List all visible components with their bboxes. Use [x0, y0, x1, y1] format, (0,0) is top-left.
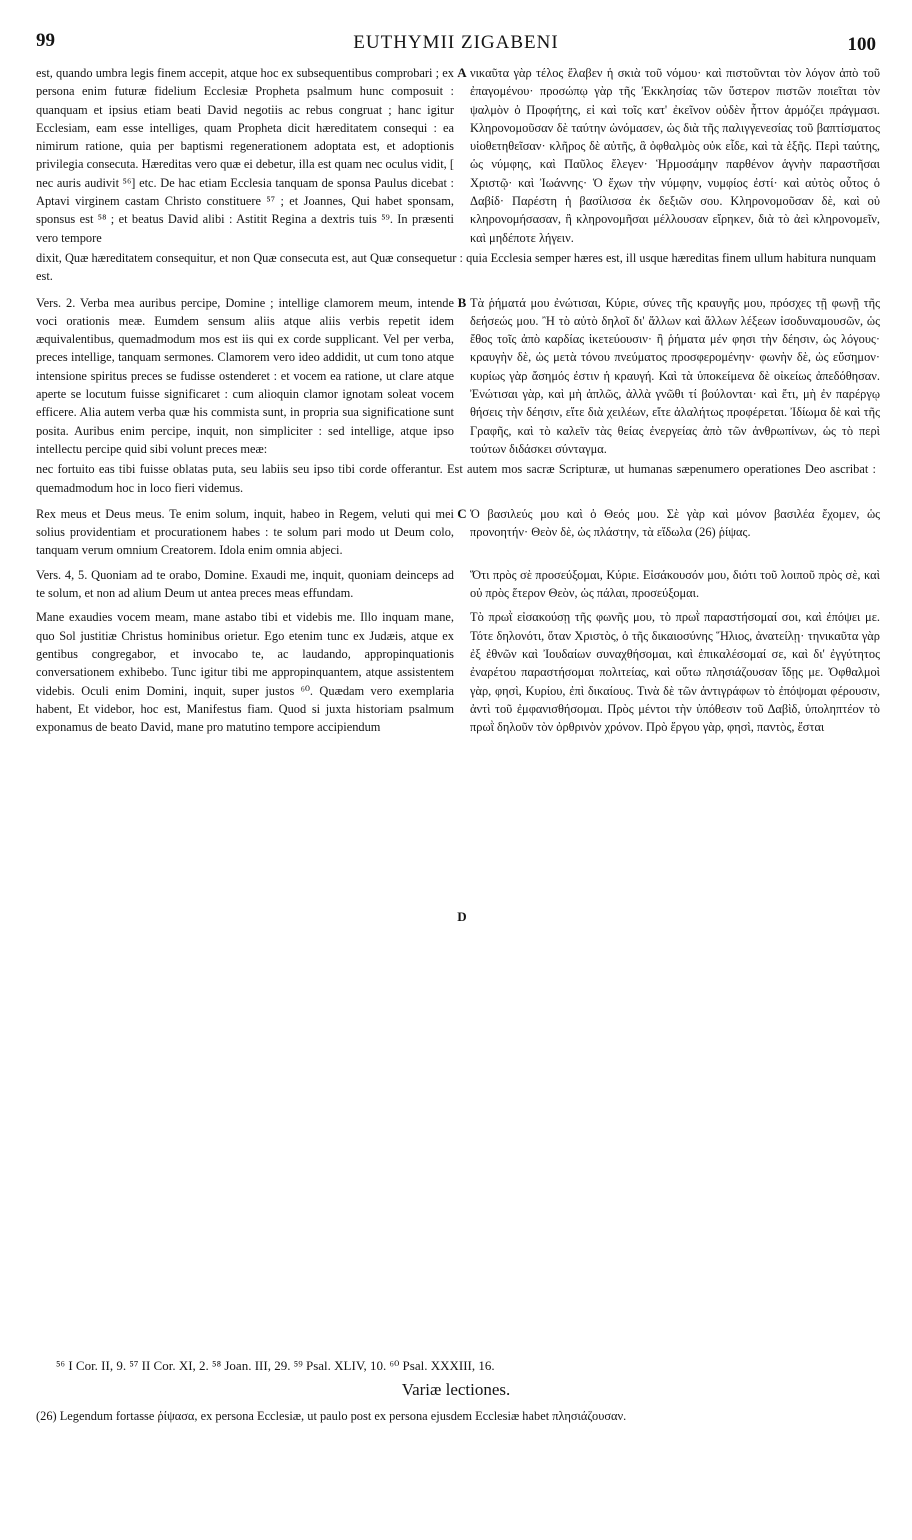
greek-column: Τὸ πρωῒ εἰσακούσῃ τῆς φωνῆς μου, τὸ πρωῒ παραστήσομαί σοι, καὶ ἐπόψει με. Τότε δηλονότι, ὅταν Χριστὸς, ὁ τῆς δικαιοσύνης Ἥλιος, ἀνατείλῃ· τηνικαῦτα γὰρ ἐξ ἐθνῶν καὶ Ἰουδαίων συναχθήσομαι, καὶ ἐπικαλέσομαί σε, καὶ δι' ἐγγύτητος ἐναρέτου παραστήσομαι πολιτείας, καὶ οὕτω πλησιάζουσαν ἴδῃς με. Ὀφθαλμοὶ γὰρ, φησὶ, Κυρίου, ἐπὶ δικαίους. Τινὰ δὲ τῶν ἀντιγράφων τὸ ἐπόψομαι φέρουσιν, ἀντὶ τοῦ ἐμφανισθήσομαι. Πρὸς μέντοι τὴν ὑπόθεσιν τοῦ Δαβὶδ, ὑποληπτέον τὸ πρωῒ δηλοῦν τὸν ὀρθρινὸν χρόνον. Πρὸ ἔργου γὰρ, φησὶ, παντὸς, ἔσται — [470, 610, 880, 735]
latin-bridge-text: dixit, Quæ hæreditatem consequitur, et non Quæ consecuta est, aut Quæ consequetur : quia Ecclesia semper hæres est, ill usque hæreditas finem ullum habitura nunquam est. — [36, 250, 876, 284]
latin-column: Mane exaudies vocem meam, mane astabo tibi et videbis me. Illo inquam mane, quo Sol justitiæ Christus hominibus orietur. Ego etenim tunc ex Judæis, atque ex gentibus congregabor, et invocabo te, ac laudando, appropinquationis conversationem exhibebo. Tunc igitur tibi me appropinquantem, atque assistentem videbis. Oculi enim Domini, inquit, super justos ⁶⁰. Quædam vero exemplaria habent, Et videbor, hoc est, Manifestus fiam. Quod si juxta historiam psalmum exponamus de beato David, mane pro matutino tempore accipiendum — [36, 610, 454, 735]
page-number-right: 100 — [847, 34, 876, 55]
parallel-section-a — [36, 64, 880, 247]
greek-column: Τὰ ῥήματά μου ἐνώτισαι, Κύριε, σύνες τῆς κραυγῆς μου, πρόσχες τῇ φωνῇ τῆς δεήσεώς μου. Ἢ τὸ αὐτὸ δηλοῖ δι' ἄλλων καὶ ἄλλων λέξεων ἰσοδυναμουσῶν, ὡς ἔθος τοῖς ἀπὸ καρδίας ἱκετεύουσιν· ἢ ῥήματα μέν φησι τὴν δέησιν, ὡς λόγους· κραυγὴν δὲ, ὡς μετὰ τόνου πνεύματος προσφερομένην· φωνὴν δὲ, ὡς εὔσημον· κυρίως γὰρ ἄσημός ἐστιν ἡ κραυγή. Καὶ τὰ ὑποκείμενα δὲ οἰκείως ἀπεδόθησαν. Ἐνώτισαι γὰρ, καὶ μὴ ἁπλῶς, ἀλλὰ γνῶθι τί βούλονται· καὶ ἔτι, μὴ ἐν παρέργῳ θήσεις τὴν δέησιν, εἴτε διὰ χειλέων, εἴτε ἀλαλήτως προφέρεται. Ἰδίωμα δὲ καὶ τῆς Γραφῆς, καὶ τὸ καλεῖν τὰς θείας ἐνεργείας ἀπὸ τῶν ἀνθρωπίνων, ὡς τὸ περὶ τούτων διδάσκει σύνταγμα. — [470, 295, 880, 456]
latin-column: Vers. 4, 5. Quoniam ad te orabo, Domine. Exaudi me, inquit, quoniam deinceps ad te solum, et non ad alium Deum ut antea preces meas effundam. — [36, 567, 454, 601]
parallel-section-b — [36, 294, 880, 459]
latin-column: Rex meus et Deus meus. Te enim solum, inquit, habeo in Regem, veluti qui mei solius providentiam et procurationem habes : te solum pari modo ut Deum colo, tanquam verum omnium Creatorem. Idola enim omnia abjeci. — [36, 506, 454, 558]
parallel-section-vers4 — [36, 566, 880, 603]
running-title: EUTHYMII ZIGABENI — [353, 32, 559, 53]
section-marker: C — [457, 505, 467, 521]
latin-bridge-text: nec fortuito eas tibi fuisse oblatas puta, seu labiis seu ipso tibi corde offerantur. Est autem mos sacræ Scripturæ, ut humanas sæpenumero operationes Deo ascribat : quemadmodum hoc in loco fieri videmus. — [36, 462, 876, 495]
greek-column: Ὁ βασιλεύς μου καὶ ὁ Θεός μου. Σὲ γὰρ καὶ μόνον βασιλέα ἔχομεν, ὡς προνοητήν· Θεὸν δὲ, ὡς πλάστην, τὰ εἴδωλα (26) ῥίψας. — [470, 506, 880, 540]
parallel-section-d — [36, 608, 880, 925]
scripture-references: ⁵⁶ I Cor. II, 9. ⁵⁷ II Cor. XI, 2. ⁵⁸ Joan. III, 29. ⁵⁹ Psal. XLIV, 10. ⁶⁰ Psal. XXXIII, 16. — [56, 1358, 495, 1373]
variae-lectiones-heading: Variæ lectiones. — [401, 1380, 511, 1399]
section-marker: B — [457, 294, 467, 310]
page-number-left: 99 — [36, 30, 55, 51]
greek-column: Ὅτι πρὸς σὲ προσεύξομαι, Κύριε. Εἰσάκουσόν μου, διότι τοῦ λοιποῦ πρὸς σὲ, καὶ οὐ πρὸς ἕτερον Θεὸν, ὡς πάλαι, προσεύξομαι. — [470, 567, 880, 601]
greek-column: νικαῦτα γὰρ τέλος ἔλαβεν ἡ σκιὰ τοῦ νόμου· καὶ πιστοῦνται τὸν λόγον ἀπὸ τοῦ ἐπαγομένου· προσώπῳ γὰρ τῆς Ἐκκλησίας τῶν ὕστερον πιστῶν ποιεῖται τὸν ψαλμὸν ὁ Προφήτης, εἰ καὶ τοῖς κατ' ἐκεῖνον οὐδὲν ἧττον ἁρμόζει πράγμασι. Κληρονομοῦσαν δὲ ταύτην ὠνόμασεν, ὡς διὰ τῆς παλιγγενεσίας τοῦ βαπτίσματος υἱοθετηθεῖσαν· κλῆρος δὲ αὐτῆς, ἃ ὀφθαλμὸς οὐκ εἶδε, καὶ τὰ ἑξῆς. Περὶ ταύτης, ὡς νύμφης, καὶ Παῦλος ἔλεγεν· Ἡρμοσάμην παρθένον ἁγνὴν παραστῆσαι Χριστῷ· καὶ Ἰωάννης· Ὁ ἔχων τὴν νύμφην, νυμφίος ἐστί· καὶ αὐτὸς οὗτος ὁ Δαβίδ· Παρέστη ἡ βασίλισσα ἐκ δεξιῶν σου. Κληρονομοῦσαν δὲ, καὶ οὐ κληρονομήσασαν, ἢ κληρονομῆσαι μέλλουσαν εἴρηκεν, διὰ τὸ ἀεὶ κληρονομεῖν, καὶ μηδέποτε λήγειν. — [470, 66, 880, 245]
page-header — [36, 30, 876, 60]
footnotes — [36, 1358, 876, 1424]
section-marker: D — [457, 909, 467, 925]
parallel-section-c — [36, 505, 880, 560]
variae-lectiones-note: (26) Legendum fortasse ῥίψασα, ex persona Ecclesiæ, ut paulo post ex persona ejusdem Ecclesiæ habet πλησιάζουσαν. — [36, 1409, 627, 1423]
section-marker: A — [457, 65, 467, 80]
latin-column: Vers. 2. Verba mea auribus percipe, Domine ; intellige clamorem meum, intende voci orationis meæ. Eumdem sensum aliis atque aliis verbis repetit idem æquivalentibus, quemadmodum mos est iis qui ex corde supplicant. Vel per verba, preces intellige, tanquam sermones. Clamorem vero ideo addidit, ut cum tono atque intensione spiritus preces se fudisse ostenderet : et vocem ea ratione, ut clare atque aperte se locutum fuisse significaret : cum alioquin clamor ignotam soleat vocem efficere. Alia autem verba quæ his commista sunt, in propria sua significatione sunt posita. Auribus enim percipe, inquit, non simpliciter : sed intellige, atque ipso intellectu percipe quid sibi volunt preces meæ: — [36, 295, 454, 456]
main-text — [36, 64, 880, 925]
latin-column: est, quando umbra legis finem accepit, atque hoc ex subsequentibus comprobari ; ex persona enim futuræ fidelium Ecclesiæ Propheta psalmum hunc composuit : quanquam et ipsius etiam beati David negotiis ac rebus congruat ; hanc igitur Ecclesiam, eam esse intelliges, quam Propheta dicit hæreditatem consequi : ea nimirum ratione, quia per baptismi regenerationem adoptata est, et adoptionis privilegia consecuta. Hæreditas vero quæ ei debetur, illa est quam nec oculus vidit, [ nec auris audivit ⁵⁶] etc. De hac etiam Ecclesia tanquam de sponsa Paulus dicebat : Aptavi virginem castam Christo constituere ⁵⁷ ; et Joannes, Qui habet sponsam, sponsus est ⁵⁸ ; et beatus David alibi : Astitit Regina a dextris tuis ⁵⁹. In præsenti vero tempore — [36, 66, 454, 245]
